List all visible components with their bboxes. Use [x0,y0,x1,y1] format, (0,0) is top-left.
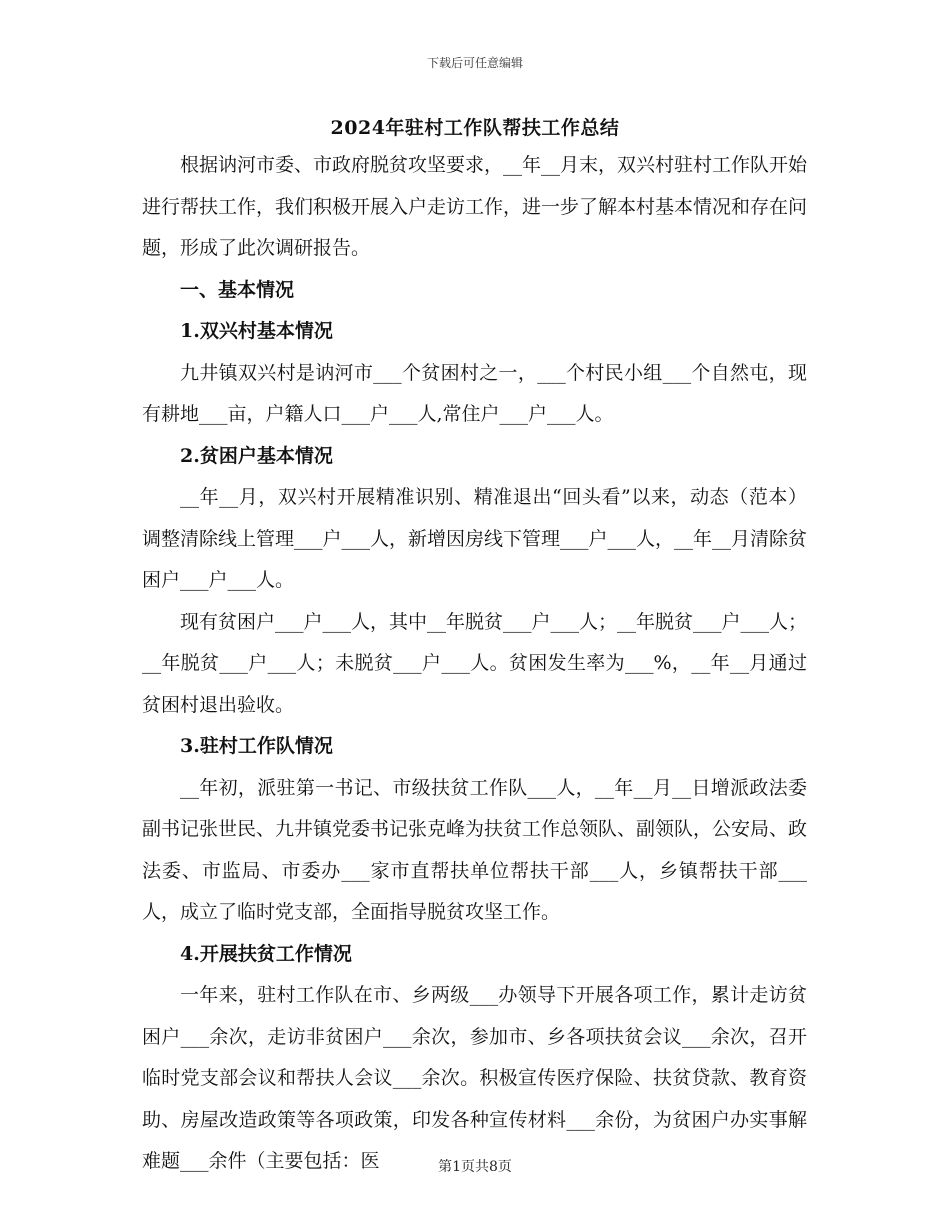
subheading-work-progress: 4.开展扶贫工作情况 [180,942,352,965]
paragraph-poor-households-2: 现有贫困户___户___人，其中__年脱贫___户___人；__年脱贫___户___人；__年脱贫___户___人；未脱贫___户___人。贫困发生率为___%，__年__月通过贫困村退出验收。 [142,610,808,716]
subheading-poor-households: 2.贫困户基本情况 [180,444,333,467]
header-note: 下载后可任意编辑 [426,56,523,70]
section-heading-basic: 一、基本情况 [180,278,295,301]
subheading-village: 1.双兴村基本情况 [180,320,333,342]
document-body [142,145,807,1183]
subheading-work-team: 3.驻村工作队情况 [180,735,333,757]
document-title: 2024年驻村工作队帮扶工作总结 [330,117,620,139]
paragraph-intro: 根据讷河市委、市政府脱贫攻坚要求，__年__月末，双兴村驻村工作队开始进行帮扶工作，我们积极开展入户走访工作，进一步了解本村基本情况和存在问题，形成了此次调研报告。 [142,154,808,259]
paragraph-poor-households-1: __年__月，双兴村开展精准识别、精准退出“回头看”以来，动态（范本）调整清除线上管理___户___人，新增因房线下管理___户___人，__年__月清除贫困户___户___人。 [142,486,808,591]
page-footer: 第1页共8页 [438,1159,512,1175]
paragraph-village: 九井镇双兴村是讷河市___个贫困村之一，___个村民小组___个自然屯，现有耕地___亩，户籍人口___户___人,常住户___户___人。 [142,361,807,425]
paragraph-work-progress: 一年来，驻村工作队在市、乡两级___办领导下开展各项工作，累计走访贫困户___余次，走访非贫困户___余次，参加市、乡各项扶贫会议___余次，召开临时党支部会议和帮扶人会议___余次。积极宣传医疗保险、扶贫贷款、教育资助、房屋改造政策等各项政策，印发各种宣传材料___余份，为贫困户办实事解难题___余件（主要包括：医 [142,984,807,1172]
paragraph-work-team: __年初，派驻第一书记、市级扶贫工作队___人，__年__月__日增派政法委副书记张世民、九井镇党委书记张克峰为扶贫工作总领队、副领队，公安局、政法委、市监局、市委办___家市直帮扶单位帮扶干部___人，乡镇帮扶干部___人，成立了临时党支部，全面指导脱贫攻坚工作。 [142,776,808,923]
